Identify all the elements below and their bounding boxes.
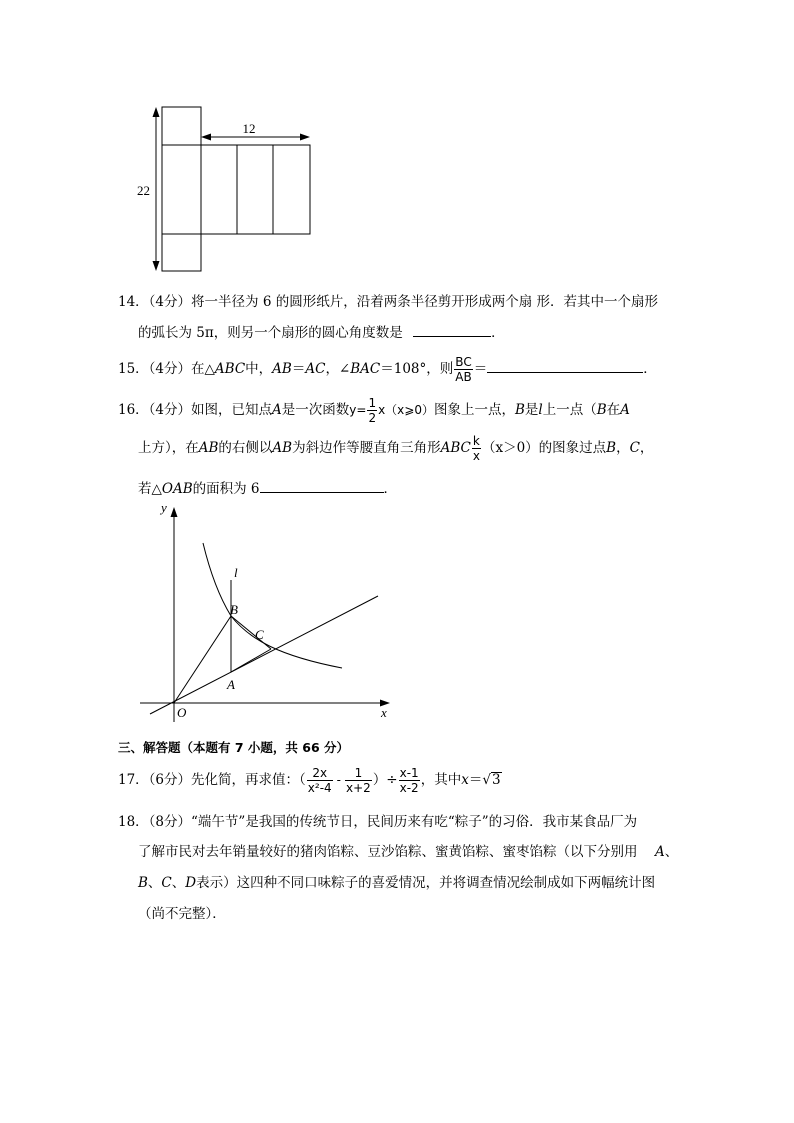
q16-point-a: A — [620, 402, 630, 418]
q17-f3-den: x-2 — [399, 781, 419, 795]
q18-text-line2: 了解市民对去年销量较好的猪肉馅粽、豆沙馅粽、蜜黄馅粽、蜜枣馅粽（以下分别用 — [138, 844, 638, 860]
q16-text: 是一次函数 — [281, 402, 350, 418]
linear-function-line — [150, 596, 378, 714]
point-a-label: A — [227, 677, 235, 692]
q17-text: ）÷ — [372, 772, 398, 788]
q18-line1 — [118, 812, 637, 832]
q15-end: ． — [643, 361, 657, 377]
q16-line3 — [138, 478, 397, 499]
q17-minus: - — [336, 773, 342, 787]
q15-frac-num: BC — [455, 355, 472, 369]
q14-text-line2: 的弧长为 5π，则另一个扇形的圆心角度数是 — [138, 325, 403, 341]
q14-answer-blank[interactable] — [413, 322, 491, 337]
q18-sep: 、 — [147, 875, 162, 891]
q15-frac-den: AB — [455, 370, 472, 384]
q16-text: （x＞0）的图象过点 — [481, 440, 607, 456]
q16-text: 是 — [524, 402, 539, 418]
q16-text: ， — [639, 440, 654, 456]
q15-text: 在△ — [191, 361, 215, 377]
q17-fraction-3 — [399, 766, 420, 795]
width-dimension-arrow — [201, 134, 310, 141]
q17-number: 17．（6分） — [118, 772, 192, 788]
q16-abc: ABC — [440, 440, 471, 456]
q16-text: 为斜边作等腰直角三角形 — [292, 440, 441, 456]
line-l-label: l — [234, 565, 238, 580]
q16-frac-num: 1 — [368, 396, 377, 410]
q16-ab: AB — [272, 440, 293, 456]
q17-line — [118, 764, 502, 796]
q15-answer-blank[interactable] — [487, 358, 643, 373]
q18-label-d: D — [185, 875, 197, 891]
box-net-figure — [137, 100, 320, 275]
height-dimension-arrow — [153, 107, 160, 271]
q17-f1-den: x²-4 — [307, 781, 332, 795]
q16-point-c: C — [629, 440, 640, 456]
q16-text: 在 — [606, 402, 621, 418]
q16-line-l: l — [538, 402, 543, 418]
q16-text: 图象上一点， — [433, 402, 515, 418]
net-right-rect — [201, 145, 310, 234]
net-left-tall-rect — [162, 107, 201, 271]
q15-eq2: ＝ — [473, 361, 488, 377]
height-label: 22 — [137, 183, 150, 198]
q15-eq: ＝ — [291, 361, 306, 377]
q16-number: 16．（4分） — [118, 402, 192, 418]
y-axis-arrow — [171, 507, 178, 517]
q17-f2-num: 1 — [345, 766, 372, 781]
q14-text-line1: 将一半径为 6 的圆形纸片，沿着两条半径剪开形成两个扇 形．若其中一个扇形 — [191, 294, 658, 310]
q18-label-c: C — [161, 875, 172, 891]
point-c-label: C — [255, 627, 264, 642]
q18-sep: 、 — [664, 844, 679, 860]
q18-number: 18．（8分） — [118, 814, 192, 830]
q18-label-b: B — [138, 875, 148, 891]
q17-f1-num: 2x — [307, 766, 333, 781]
q16-frac-den: 2 — [368, 411, 377, 425]
q15-line — [118, 355, 657, 384]
q15-abc: ABC — [214, 361, 246, 377]
q15-bac: BAC — [350, 361, 381, 377]
q16-end: ． — [383, 481, 398, 497]
q17-text: 先化简，再求值：（ — [191, 772, 306, 788]
q18-line4 — [138, 904, 226, 924]
q16-text: 的右侧以 — [218, 440, 273, 456]
q16-k-num: k — [472, 434, 480, 448]
q16-point-a: A — [272, 402, 282, 418]
q16-k-den: x — [472, 449, 480, 463]
q15-text: ，∠ — [325, 361, 351, 377]
q18-text-line1: “端午节”是我国的传统节日，民间历来有吃“粽子”的习俗．我市某食品厂为 — [191, 814, 638, 830]
q16-line1 — [118, 396, 630, 425]
q16-text: 上一点（ — [542, 402, 597, 418]
q17-f3-num: x-1 — [399, 766, 419, 780]
q16-text: 的面积为 6 — [192, 481, 260, 497]
q14-number: 14．（4分） — [118, 294, 192, 310]
hyperbola-curve — [203, 543, 342, 668]
q17-text: ＝ — [468, 772, 483, 788]
q14-line2 — [138, 322, 505, 343]
q16-text: 如图，已知点 — [191, 402, 273, 418]
q15-text: 中， — [245, 361, 273, 377]
q16-point-b: B — [596, 402, 607, 418]
q17-f2-den: x+2 — [346, 781, 371, 795]
q14-line1 — [118, 292, 658, 312]
q18-sep: 、 — [171, 875, 186, 891]
q15-fraction — [454, 355, 472, 384]
sqrt-icon: √ — [482, 772, 491, 788]
q17-x: x — [461, 772, 469, 788]
function-graph-figure — [140, 500, 400, 725]
q16-y-eq: y= — [349, 403, 367, 417]
q16-answer-blank[interactable] — [260, 478, 384, 493]
q16-ab: AB — [198, 440, 219, 456]
q15-number: 15．（4分） — [118, 361, 192, 377]
q16-text: ， — [616, 440, 630, 456]
y-axis-label: y — [161, 500, 167, 515]
q18-line2-tail — [655, 842, 678, 862]
origin-label: O — [177, 705, 187, 720]
q18-line3 — [138, 873, 655, 893]
point-b-label: B — [230, 602, 238, 617]
q16-oab: OAB — [161, 481, 193, 497]
q18-text-line3: 表示）这四种不同口味粽子的喜爱情况，并将调查情况绘制成如下两幅统计图 — [196, 875, 656, 891]
q18-line2 — [138, 842, 638, 862]
q17-sqrt-value: 3 — [491, 772, 501, 788]
q16-point-b: B — [606, 440, 617, 456]
width-label: 12 — [242, 121, 256, 136]
q16-text: 若△ — [138, 481, 162, 497]
q17-fraction-1 — [307, 766, 333, 795]
q18-label-a: A — [655, 844, 665, 860]
q16-line2 — [138, 434, 653, 463]
q15-ac: AC — [305, 361, 326, 377]
q16-text: 上方），在 — [138, 440, 199, 456]
q17-text: ，其中 — [420, 772, 462, 788]
x-axis-label: x — [381, 705, 387, 720]
q16-half-fraction — [367, 396, 377, 425]
q16-k-fraction — [472, 434, 481, 463]
q14-end: ． — [491, 325, 505, 341]
q16-point-b: B — [514, 402, 525, 418]
q15-text: ＝108°，则 — [380, 361, 454, 377]
q15-ab: AB — [272, 361, 292, 377]
q16-x-cond: x（x⩾0） — [378, 403, 434, 417]
q18-text-line4: （尚不完整）． — [138, 906, 226, 922]
section3-title: 三、解答题（本题有 7 小题，共 66 分） — [118, 740, 350, 755]
q17-fraction-2 — [345, 766, 372, 795]
